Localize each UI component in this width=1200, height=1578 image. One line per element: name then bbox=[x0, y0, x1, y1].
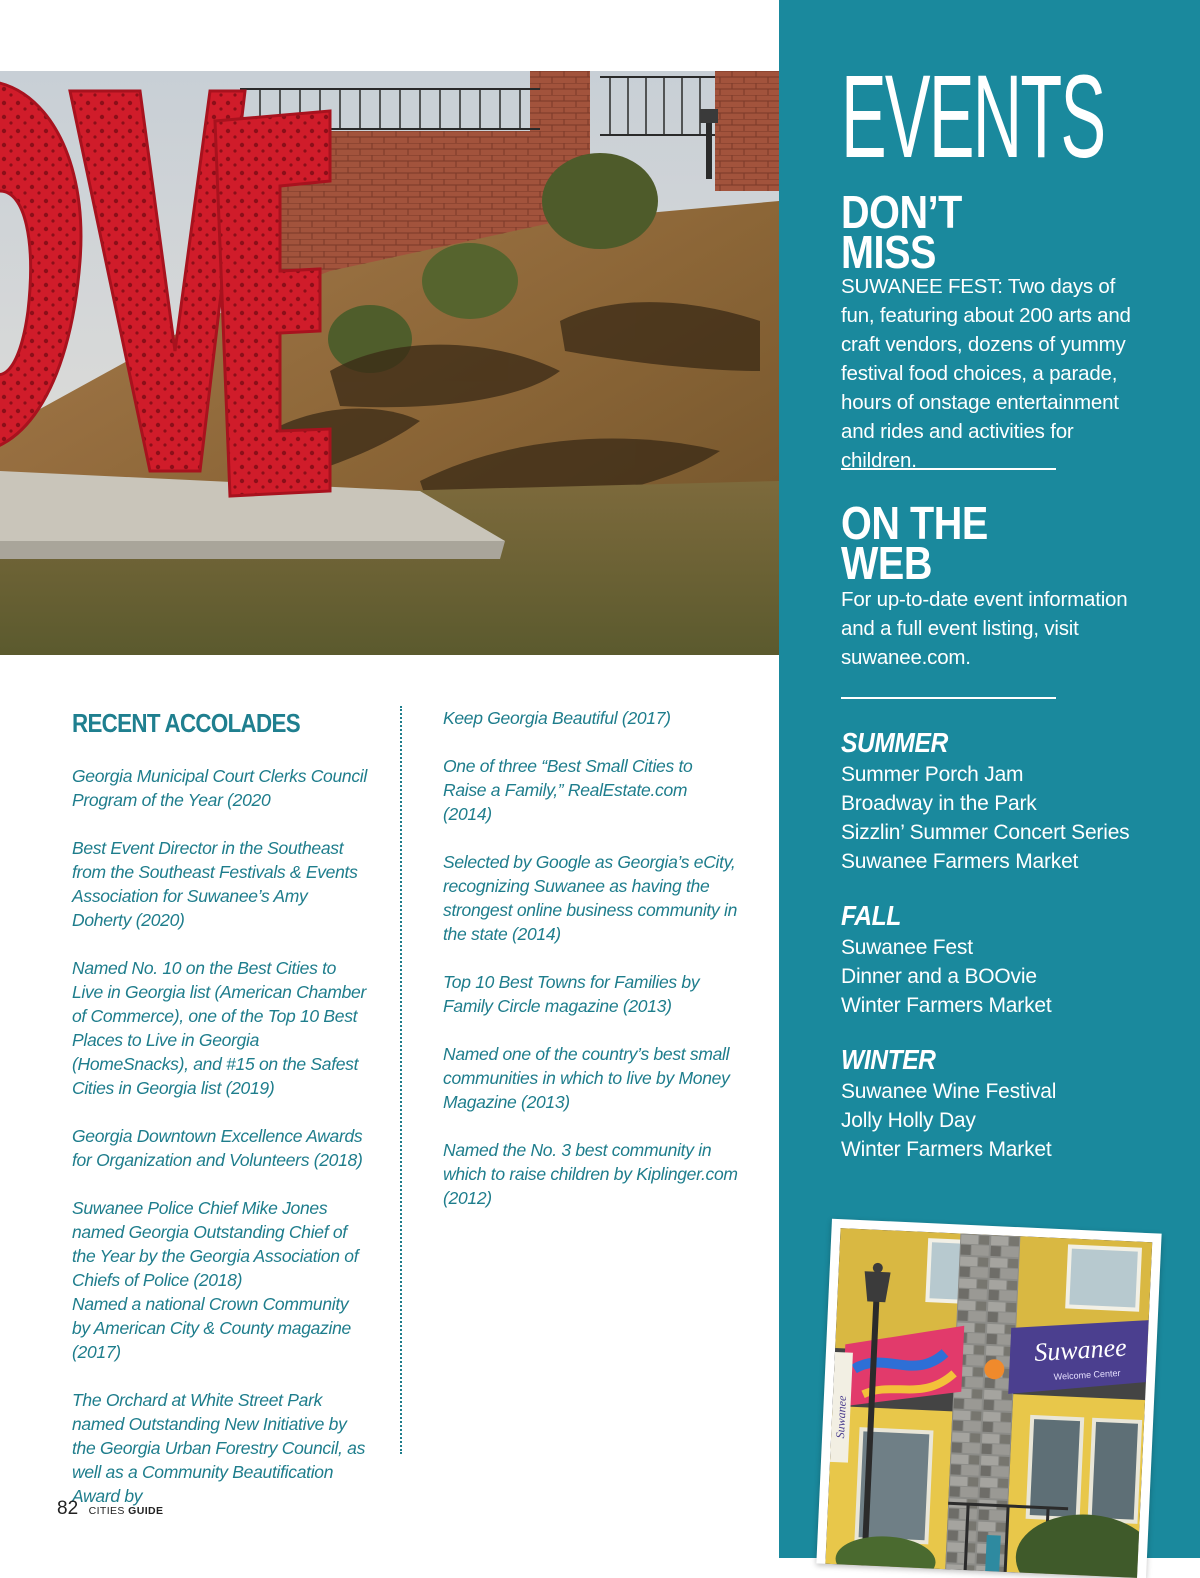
accolades-column-left bbox=[72, 764, 368, 1532]
publication-name bbox=[89, 1505, 164, 1517]
hero-photo bbox=[0, 71, 779, 655]
on-the-web-heading-line1: ON THE bbox=[841, 497, 988, 549]
event-item: Suwanee Fest bbox=[841, 936, 973, 959]
page-number: 82 bbox=[57, 1498, 79, 1519]
event-item: Jolly Holly Day bbox=[841, 1109, 976, 1132]
page-footer bbox=[57, 1498, 163, 1520]
on-the-web-text: For up-to-date event information and a full event listing, visit suwanee.com. bbox=[841, 588, 1128, 669]
accolades-column-right bbox=[443, 706, 739, 1234]
event-item: Sizzlin’ Summer Concert Series bbox=[841, 821, 1130, 844]
accolade-item: Georgia Downtown Excellence Awards for Organization and Volunteers (2018) bbox=[72, 1126, 363, 1170]
recent-accolades-section bbox=[72, 700, 738, 1506]
publication-name-bold: GUIDE bbox=[128, 1505, 164, 1517]
events-title: EVENTS bbox=[841, 51, 1105, 183]
event-item: Broadway in the Park bbox=[841, 792, 1037, 815]
accolade-item: Named No. 10 on the Best Cities to Live in Georgia list (American Chamber of Commerce), one of the Top 10 Best Places to Live in Georgia (HomeSnacks), and #15 on the Safest Cities in Georgia list (2019) bbox=[72, 958, 366, 1098]
welcome-center-sign-subtitle: Welcome Center bbox=[1053, 1367, 1121, 1382]
column-divider bbox=[400, 706, 402, 1454]
welcome-center-photo-image bbox=[825, 1228, 1152, 1578]
accolade-item: Keep Georgia Beautiful (2017) bbox=[443, 708, 671, 728]
welcome-center-photo bbox=[816, 1219, 1161, 1578]
accolades-heading: RECENT ACCOLADES bbox=[72, 708, 300, 738]
event-item: Winter Farmers Market bbox=[841, 994, 1052, 1017]
event-item: Suwanee Wine Festival bbox=[841, 1080, 1057, 1103]
season-heading-fall: FALL bbox=[841, 900, 901, 931]
accolade-item: Selected by Google as Georgia’s eCity, recognizing Suwanee as having the strongest online business community in the state (2014) bbox=[443, 852, 738, 944]
on-the-web-heading bbox=[841, 497, 988, 589]
vertical-blade-sign: Suwanee bbox=[833, 1395, 849, 1439]
accolade-item: Named the No. 3 best community in which to raise children by Kiplinger.com (2012) bbox=[443, 1140, 738, 1208]
dont-miss-heading bbox=[841, 186, 962, 278]
event-item: Dinner and a BOOvie bbox=[841, 965, 1037, 988]
accolade-item: One of three “Best Small Cities to Raise a Family,” RealEstate.com (2014) bbox=[443, 756, 693, 824]
summer-events-list bbox=[841, 760, 1129, 876]
accolade-item: Best Event Director in the Southeast from the Southeast Festivals & Events Association for Suwanee’s Amy Doherty (2020) bbox=[72, 838, 358, 930]
season-heading-summer: SUMMER bbox=[841, 727, 948, 758]
accolade-item: Top 10 Best Towns for Families by Family Circle magazine (2013) bbox=[443, 972, 700, 1016]
section-rule bbox=[841, 468, 1056, 470]
event-item: Suwanee Farmers Market bbox=[841, 850, 1079, 873]
dont-miss-heading-line2: MISS bbox=[841, 226, 937, 278]
welcome-center-sign: Suwanee bbox=[1033, 1332, 1128, 1368]
winter-events-list bbox=[841, 1077, 1056, 1164]
accolade-item: Named a national Crown Community by American City & County magazine (2017) bbox=[72, 1294, 351, 1362]
dont-miss-heading-line1: DON’T bbox=[841, 186, 962, 238]
publication-name-light: CITIES bbox=[88, 1505, 125, 1517]
love-sculpture-illustration bbox=[0, 71, 779, 655]
section-rule bbox=[841, 697, 1056, 699]
season-heading-winter: WINTER bbox=[841, 1044, 936, 1075]
event-item: Summer Porch Jam bbox=[841, 763, 1024, 786]
accolade-item: Georgia Municipal Court Clerks Council Program of the Year (2020 bbox=[72, 766, 367, 810]
fall-events-list bbox=[841, 933, 1052, 1020]
accolade-item: Named one of the country’s best small communities in which to live by Money Magazine (2013) bbox=[443, 1044, 730, 1112]
dont-miss-text: SUWANEE FEST: Two days of fun, featuring about 200 arts and craft vendors, dozens of yummy festival food choices, a parade, hours of onstage entertainment and rides and activities for children. bbox=[841, 275, 1131, 472]
event-item: Winter Farmers Market bbox=[841, 1138, 1052, 1161]
welcome-center-illustration bbox=[825, 1228, 1152, 1578]
accolade-item: Suwanee Police Chief Mike Jones named Georgia Outstanding Chief of the Year by the Georgia Association of Chiefs of Police (2018) bbox=[72, 1198, 359, 1290]
accolade-item: The Orchard at White Street Park named Outstanding New Initiative by the Georgia Urban Forestry Council, as well as a Community Beautification Award by bbox=[72, 1390, 366, 1506]
on-the-web-heading-line2: WEB bbox=[841, 537, 933, 589]
